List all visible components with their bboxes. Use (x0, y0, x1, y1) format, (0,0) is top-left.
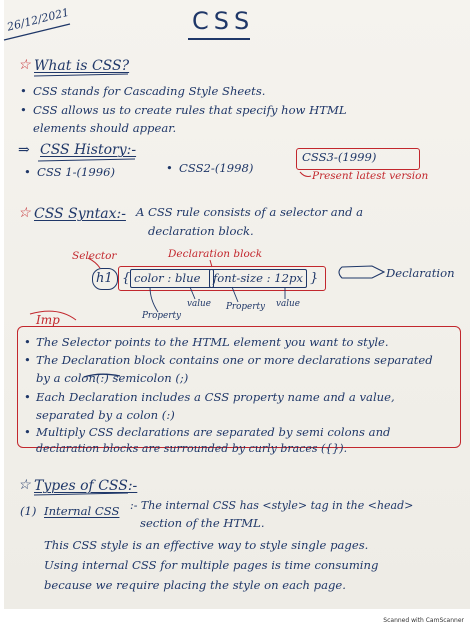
syntax-desc-2: declaration block. (148, 224, 254, 238)
bullet-icon: • (20, 84, 27, 98)
bullet-icon: • (24, 425, 31, 439)
types-underline (34, 493, 128, 495)
types-para-3: because we require placing the style on each page. (44, 578, 346, 592)
bullet-icon: • (166, 161, 173, 175)
star-icon: ☆ (18, 205, 31, 221)
types-heading: Types of CSS:- (34, 478, 138, 494)
page-date: 26/12/2021 (5, 5, 71, 34)
imp-line-2: The Declaration block contains one or more declarations separated (36, 353, 433, 367)
decl-block-arrow (210, 260, 212, 267)
page-title: CSS (192, 7, 255, 35)
imp-line-4: Each Declaration includes a CSS property name and a value, (36, 390, 395, 404)
history-heading: CSS History:- (40, 142, 137, 158)
type-item-line-1: :- The internal CSS has <style> tag in the <head> (130, 499, 414, 512)
imp-line-7: declaration blocks are surrounded by curly braces ({}). (36, 442, 348, 455)
property-pointer-2 (232, 287, 238, 302)
types-para-2: Using internal CSS for multiple pages is time consuming (44, 558, 379, 572)
history-css1: CSS 1-(1996) (37, 165, 116, 179)
bullet-icon: • (24, 353, 31, 367)
close-brace-icon: } (310, 271, 319, 286)
selector-arrow (88, 258, 100, 268)
imp-line-6: Multiply CSS declarations are separated by semi colons and (36, 425, 391, 439)
date-underline (4, 24, 70, 40)
imp-line-5: separated by a colon (:) (36, 408, 175, 422)
note-arrow (300, 172, 311, 177)
what-is-bullet-1: CSS stands for Cascading Style Sheets. (33, 84, 266, 98)
history-css3: CSS3-(1999) (302, 150, 377, 164)
selector-h1: h1 (96, 271, 113, 286)
imp-line-3: by a colon(:) semicolon (;) (36, 371, 189, 385)
declaration-arrow (339, 266, 384, 278)
arrow-right-icon: ⇒ (18, 142, 30, 158)
imp-line-1: The Selector points to the HTML element you want to style. (36, 335, 389, 349)
star-icon: ☆ (18, 57, 31, 73)
star-icon: ☆ (18, 477, 31, 493)
what-is-bullet-3: elements should appear. (33, 121, 177, 135)
property-pointer-1 (150, 287, 158, 312)
history-underline (38, 159, 135, 161)
decl-block-label: Declaration block (168, 248, 263, 260)
syntax-heading: CSS Syntax:- (34, 206, 126, 222)
history-note: Present latest version (312, 170, 429, 182)
bullet-icon: • (24, 390, 31, 404)
types-para-1: This CSS style is an effective way to style single pages. (44, 538, 369, 552)
imp-label: Imp (36, 313, 60, 327)
property-label-2: Property (226, 302, 265, 312)
syntax-desc-1: A CSS rule consists of a selector and a (136, 205, 364, 219)
value-pointer-1 (190, 287, 195, 299)
type-item-title: Internal CSS (44, 504, 120, 518)
bullet-icon: • (24, 165, 31, 179)
what-is-heading: What is CSS? (34, 58, 130, 74)
history-css2: CSS2-(1998) (179, 161, 254, 175)
selector-label: Selector (72, 250, 117, 262)
value-label-2: value (276, 299, 300, 309)
type-item-line-2: section of the HTML. (140, 516, 265, 530)
bullet-icon: • (20, 103, 27, 117)
scanner-footer: Scanned with CamScanner (383, 617, 464, 624)
decl1-text: color : blue (134, 271, 201, 285)
value-label-1: value (187, 299, 211, 309)
open-brace-icon: { (122, 271, 131, 286)
what-is-bullet-2: CSS allows us to create rules that specify how HTML (33, 103, 347, 117)
bullet-icon: • (24, 335, 31, 349)
imp-loop (30, 311, 76, 320)
type-item-number: (1) (20, 504, 37, 518)
what-is-underline (34, 74, 128, 76)
decl2-text: font-size : 12px (213, 271, 303, 285)
property-label-1: Property (142, 311, 181, 321)
strikethrough (84, 374, 120, 377)
declaration-label: Declaration (386, 266, 455, 280)
